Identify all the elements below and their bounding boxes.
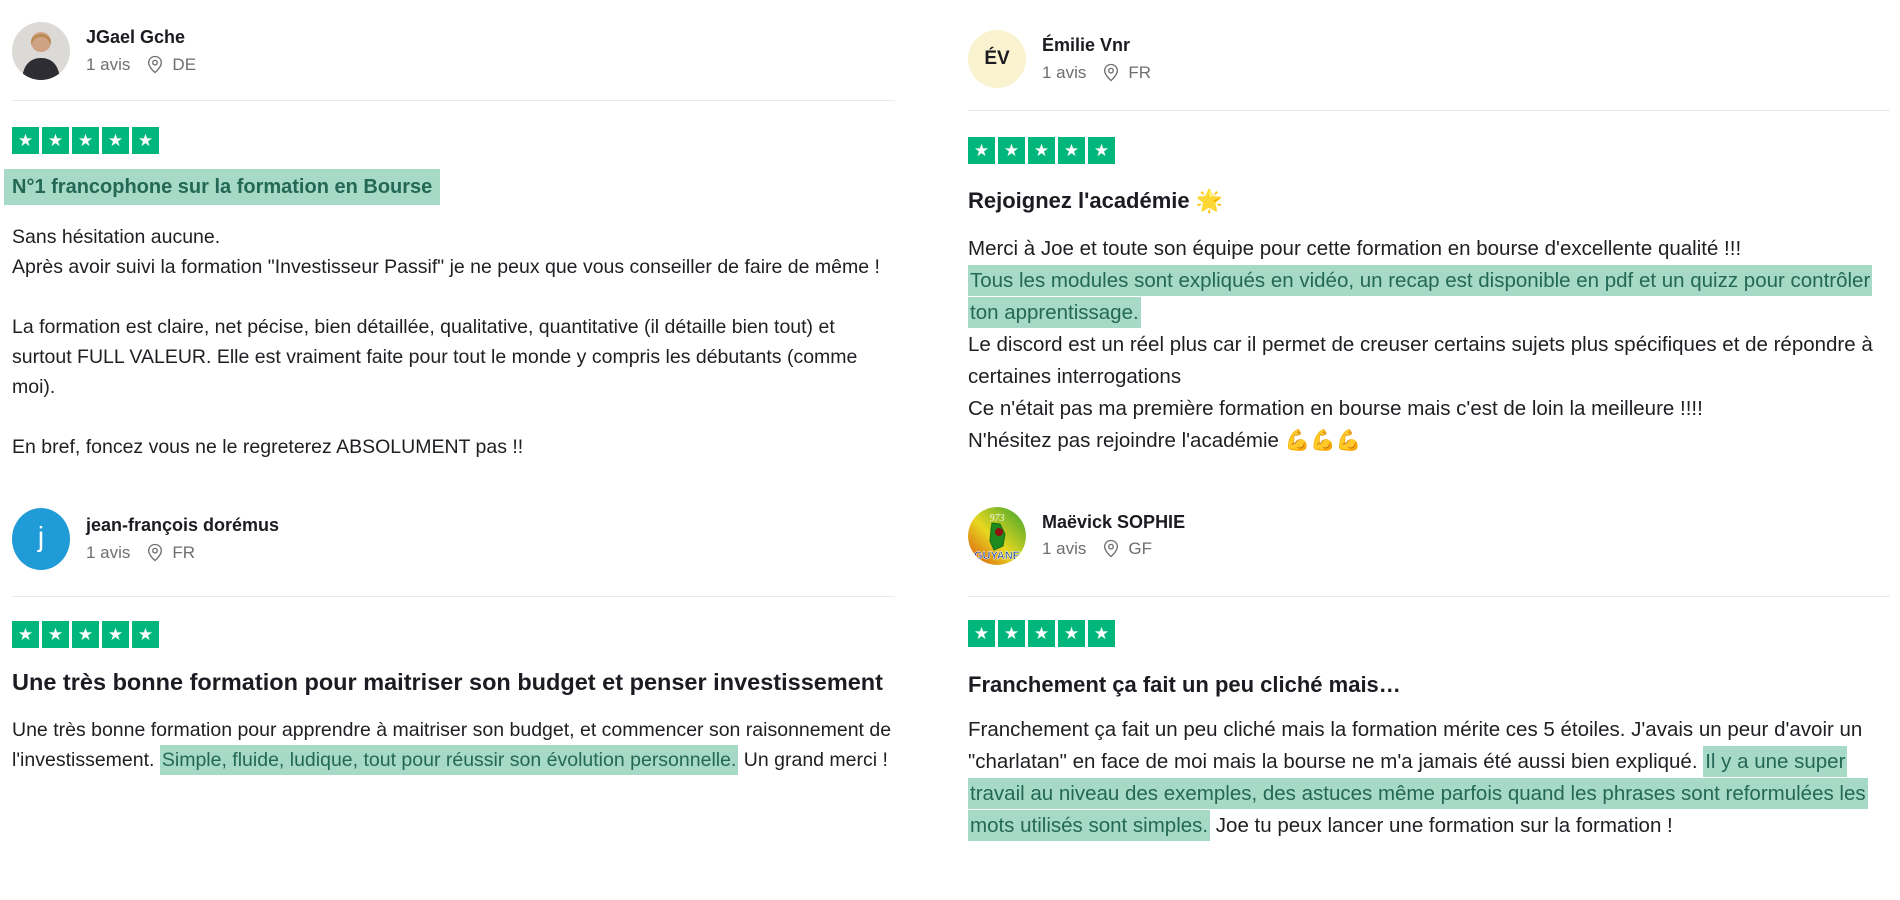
location-code: GF	[1128, 539, 1153, 559]
review-count: 1 avis	[86, 542, 131, 562]
reviewer-meta	[1042, 539, 1185, 558]
reviewer-meta	[86, 55, 196, 74]
text-segment: La formation est claire, net pécise, bien détaillée, qualitative, quantitative (il détaille bien tout) et surtout FULL VALEUR. Elle est vraiment faite pour tout le monde y compris les débutants (comme moi).	[12, 316, 858, 398]
review-header	[968, 507, 1890, 565]
reviewer-info	[1042, 36, 1151, 82]
svg-text:973: 973	[989, 512, 1005, 524]
text-segment: En bref, foncez vous ne le regreterez ABSOLUMENT pas !!	[12, 436, 524, 458]
location-pin-icon	[1103, 63, 1119, 82]
highlighted-text: Tous les modules sont expliqués en vidéo, un recap est disponible en pdf et un quizz pour contrôler ton apprentissage.	[968, 265, 1872, 328]
review-body	[968, 233, 1890, 457]
highlighted-text: Simple, fluide, ludique, tout pour réussir son évolution personnelle.	[160, 745, 739, 775]
person-photo-icon	[12, 22, 70, 80]
review-header	[12, 508, 895, 570]
review-card	[12, 22, 895, 462]
avatar[interactable]	[968, 507, 1026, 565]
review-title	[968, 671, 1890, 700]
star-icon: ★	[1088, 620, 1115, 647]
highlighted-text: Il y a une super travail au niveau des exemples, des astuces même parfois quand les phrases sont reformulées les mots utilisés sont simples.	[968, 746, 1868, 841]
star-icon: ★	[102, 127, 129, 154]
location-pin-icon	[147, 55, 163, 74]
location-code: FR	[172, 542, 196, 562]
highlighted-text: N°1 francophone sur la formation en Bourse	[4, 169, 440, 205]
reviewer-meta	[1042, 63, 1151, 82]
reviewer-name[interactable]: JGael Gche	[86, 27, 186, 48]
review-header	[12, 22, 895, 80]
star-icon: ★	[12, 127, 39, 154]
reviews-column-right	[968, 0, 1890, 842]
review-title	[12, 667, 895, 698]
star-icon: ★	[968, 137, 995, 164]
star-icon: ★	[12, 621, 39, 648]
text-segment: Une très bonne formation pour maitriser son budget et penser investissement	[12, 669, 883, 695]
review-header	[968, 30, 1890, 88]
star-rating	[968, 620, 1890, 647]
text-segment: Le discord est un réel plus car il permet de creuser certains sujets plus spécifiques et de répondre à certaines interrogations	[968, 332, 1873, 388]
star-icon: ★	[1088, 137, 1115, 164]
star-rating	[968, 137, 1890, 164]
star-icon: ★	[1058, 620, 1085, 647]
star-icon: ★	[132, 127, 159, 154]
review-body	[12, 222, 895, 462]
star-icon: ★	[132, 621, 159, 648]
review-card	[968, 30, 1890, 457]
location-pin-icon	[1103, 539, 1119, 558]
reviewer-info	[1042, 513, 1185, 559]
review-card	[968, 507, 1890, 843]
review-body	[12, 715, 895, 775]
text-segment: N'hésitez pas rejoindre l'académie 💪💪💪	[968, 428, 1362, 452]
avatar[interactable]: ÉV	[968, 30, 1026, 88]
star-icon: ★	[998, 620, 1025, 647]
text-segment: Rejoignez l'académie 🌟	[968, 188, 1224, 213]
location-code: DE	[172, 54, 197, 74]
star-icon: ★	[102, 621, 129, 648]
guyane-badge-icon	[968, 507, 1026, 565]
review-title	[12, 169, 895, 205]
review-count: 1 avis	[1042, 62, 1087, 82]
divider	[12, 596, 895, 597]
star-rating	[12, 621, 895, 648]
review-count: 1 avis	[86, 54, 131, 74]
reviewer-meta	[86, 543, 279, 562]
star-icon: ★	[72, 127, 99, 154]
star-icon: ★	[1028, 620, 1055, 647]
review-count: 1 avis	[1042, 539, 1087, 559]
reviewer-info	[86, 516, 279, 562]
text-segment: Franchement ça fait un peu cliché mais la formation mérite ces 5 étoiles. J'avais un peur d'avoir un "charlatan" en face de moi mais la bourse ne m'a jamais été aussi bien expliqué.	[968, 718, 1863, 774]
text-segment: Joe tu peux lancer une formation sur la formation !	[1210, 814, 1673, 838]
text-segment: Un grand merci !	[738, 749, 888, 771]
reviewer-name[interactable]: Maëvick SOPHIE	[1042, 511, 1186, 532]
text-segment: Ce n'était pas ma première formation en bourse mais c'est de loin la meilleure !!!!	[968, 396, 1703, 420]
star-icon: ★	[968, 620, 995, 647]
svg-text:GUYANE: GUYANE	[973, 549, 1021, 562]
star-rating	[12, 127, 895, 154]
review-title	[968, 187, 1890, 216]
star-icon: ★	[72, 621, 99, 648]
review-body	[968, 714, 1890, 842]
text-segment: Sans hésitation aucune.	[12, 226, 221, 248]
star-icon: ★	[1028, 137, 1055, 164]
reviewer-name[interactable]: jean-françois dorémus	[86, 515, 280, 536]
avatar[interactable]: j	[12, 508, 70, 570]
text-segment: Une très bonne formation pour apprendre à maitriser son budget, et commencer son raisonnement de l'investissement.	[12, 719, 892, 771]
star-icon: ★	[998, 137, 1025, 164]
star-icon: ★	[42, 621, 69, 648]
location-code: FR	[1128, 62, 1152, 82]
text-segment: Merci à Joe et toute son équipe pour cette formation en bourse d'excellente qualité !!!	[968, 236, 1742, 260]
reviews-column-left	[12, 0, 895, 775]
reviewer-info	[86, 28, 196, 74]
text-segment: Après avoir suivi la formation "Investisseur Passif" je ne peux que vous conseiller de faire de même !	[12, 256, 880, 278]
text-segment: Franchement ça fait un peu cliché mais…	[968, 671, 1401, 697]
divider	[12, 100, 895, 101]
avatar[interactable]	[12, 22, 70, 80]
star-icon: ★	[42, 127, 69, 154]
reviewer-name[interactable]: Émilie Vnr	[1042, 35, 1131, 56]
review-card	[12, 508, 895, 775]
star-icon: ★	[1058, 137, 1085, 164]
divider	[968, 110, 1890, 111]
location-pin-icon	[147, 543, 163, 562]
divider	[968, 596, 1890, 597]
